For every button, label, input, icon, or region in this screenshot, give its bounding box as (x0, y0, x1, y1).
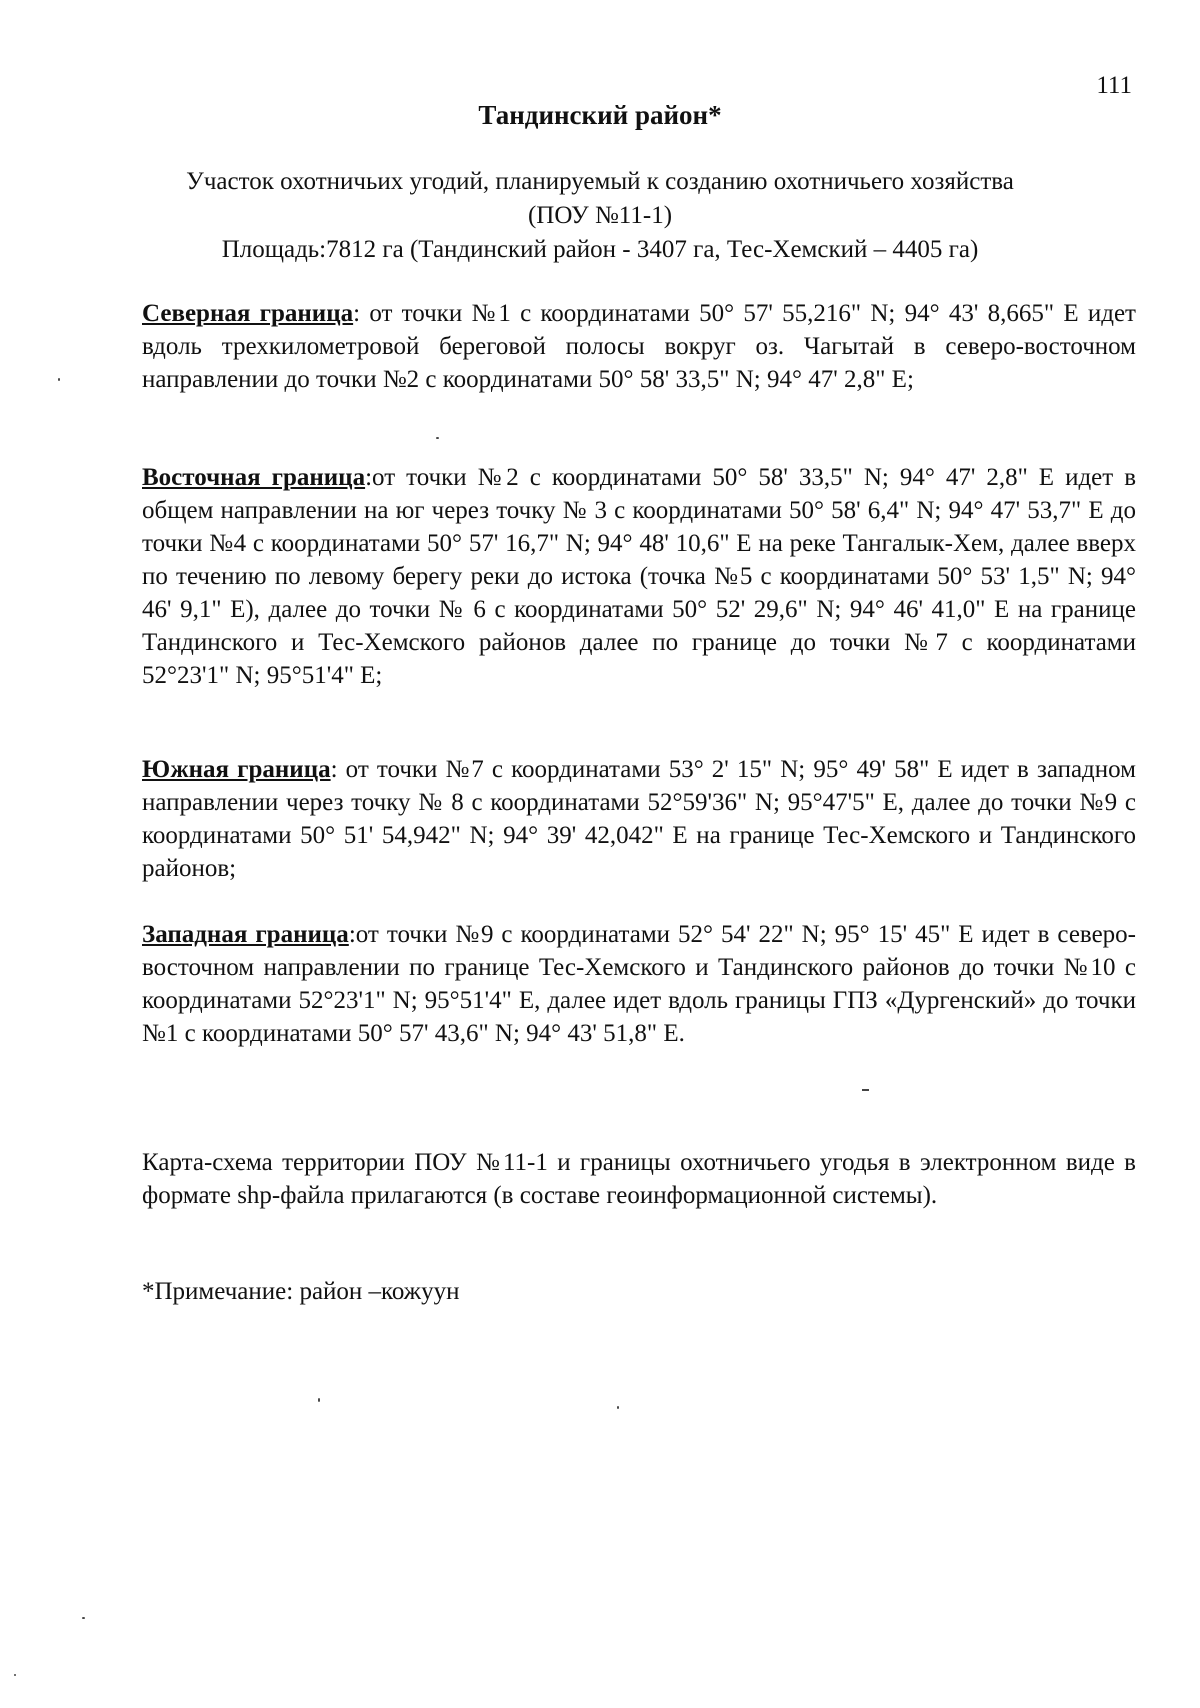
document-title: Тандинский район* (478, 100, 722, 130)
west-boundary-text: от точки №9 с координатами 52° 54' 22" N; 95° 15' 45" E идет в северо-восточном направлении по границе Тес-Хемского и Тандинского районов до точки №10 с координатами 52°23'1" N; 95°51'4" E, далее идет вдоль границы ГПЗ «Дургенский» до точки №1 с координатами 50° 57' 43,6" N; 94° 43' 51,8" E. (142, 921, 1136, 1047)
page-number: 111 (1096, 72, 1132, 99)
north-boundary-text: от точки №1 с координатами 50° 57' 55,216" N; 94° 43' 8,665" E идет вдоль трехкилометровой береговой полосы вокруг оз. Чагытай в северо-восточном направлении до точки №2 с координатами 50° 58' 33,5" N; 94° 47' 2,8" E; (142, 300, 1136, 393)
south-boundary-text: от точки №7 с координатами 53° 2' 15" N; 95° 49' 58" E идет в западном направлении через точку № 8 с координатами 52°59'36" N; 95°47'5" E, далее до точки №9 с координатами 50° 51' 54,942" N; 94° 39' 42,042" E на границе Тес-Хемского и Тандинского районов; (142, 756, 1137, 882)
south-boundary-paragraph (142, 753, 1136, 885)
west-boundary-paragraph (142, 918, 1136, 1050)
east-boundary-heading: Восточная граница (142, 464, 366, 491)
north-boundary-separator: : (353, 300, 370, 327)
plot-code: (ПОУ №11-1) (527, 202, 673, 229)
west-boundary-separator: : (348, 921, 356, 948)
scan-speck (617, 1406, 619, 1409)
west-boundary-heading: Западная граница (142, 921, 349, 948)
scan-speck (82, 1617, 85, 1619)
scan-speck (318, 1398, 320, 1402)
east-boundary-paragraph (142, 461, 1136, 692)
north-boundary-paragraph (142, 297, 1136, 396)
south-boundary-heading: Южная граница (142, 756, 331, 783)
plot-description: Участок охотничьих угодий, планируемый к созданию охотничьего хозяйства (186, 168, 1014, 195)
map-scheme-note: Карта-схема территории ПОУ №11-1 и границы охотничьего угодья в электронном виде в формате shp-файла прилагаются (в составе геоинформационной системы). (142, 1149, 1136, 1209)
scan-speck (862, 1089, 869, 1091)
scan-speck (436, 437, 439, 439)
scan-speck (58, 378, 60, 381)
east-boundary-text: от точки №2 с координатами 50° 58' 33,5" N; 94° 47' 2,8" E идет в общем направлении на юг через точку № 3 с координатами 50° 58' 6,4" N; 94° 47' 53,7" E до точки №4 с координатами 50° 57' 16,7" N; 94° 48' 10,6" E на реке Тангалык-Хем, далее вверх по течению по левому берегу реки до истока (точка №5 с координатами 50° 53' 1,5" N; 94° 46' 9,1" E), далее до точки № 6 с координатами 50° 52' 29,6" N; 94° 46' 41,0" E на границе Тандинского и Тес-Хемского районов далее по границе до точки №7 с координатами 52°23'1" N; 95°51'4" E; (142, 464, 1136, 689)
south-boundary-separator: : (330, 756, 346, 783)
north-boundary-heading: Северная граница (142, 300, 354, 327)
footnote: *Примечание: район –кожуун (142, 1278, 460, 1305)
scan-speck (14, 1674, 16, 1676)
east-boundary-separator: : (365, 464, 373, 491)
plot-header (0, 165, 1200, 267)
plot-area: Площадь:7812 га (Тандинский район - 3407 га, Тес-Хемский – 4405 га) (221, 236, 979, 263)
